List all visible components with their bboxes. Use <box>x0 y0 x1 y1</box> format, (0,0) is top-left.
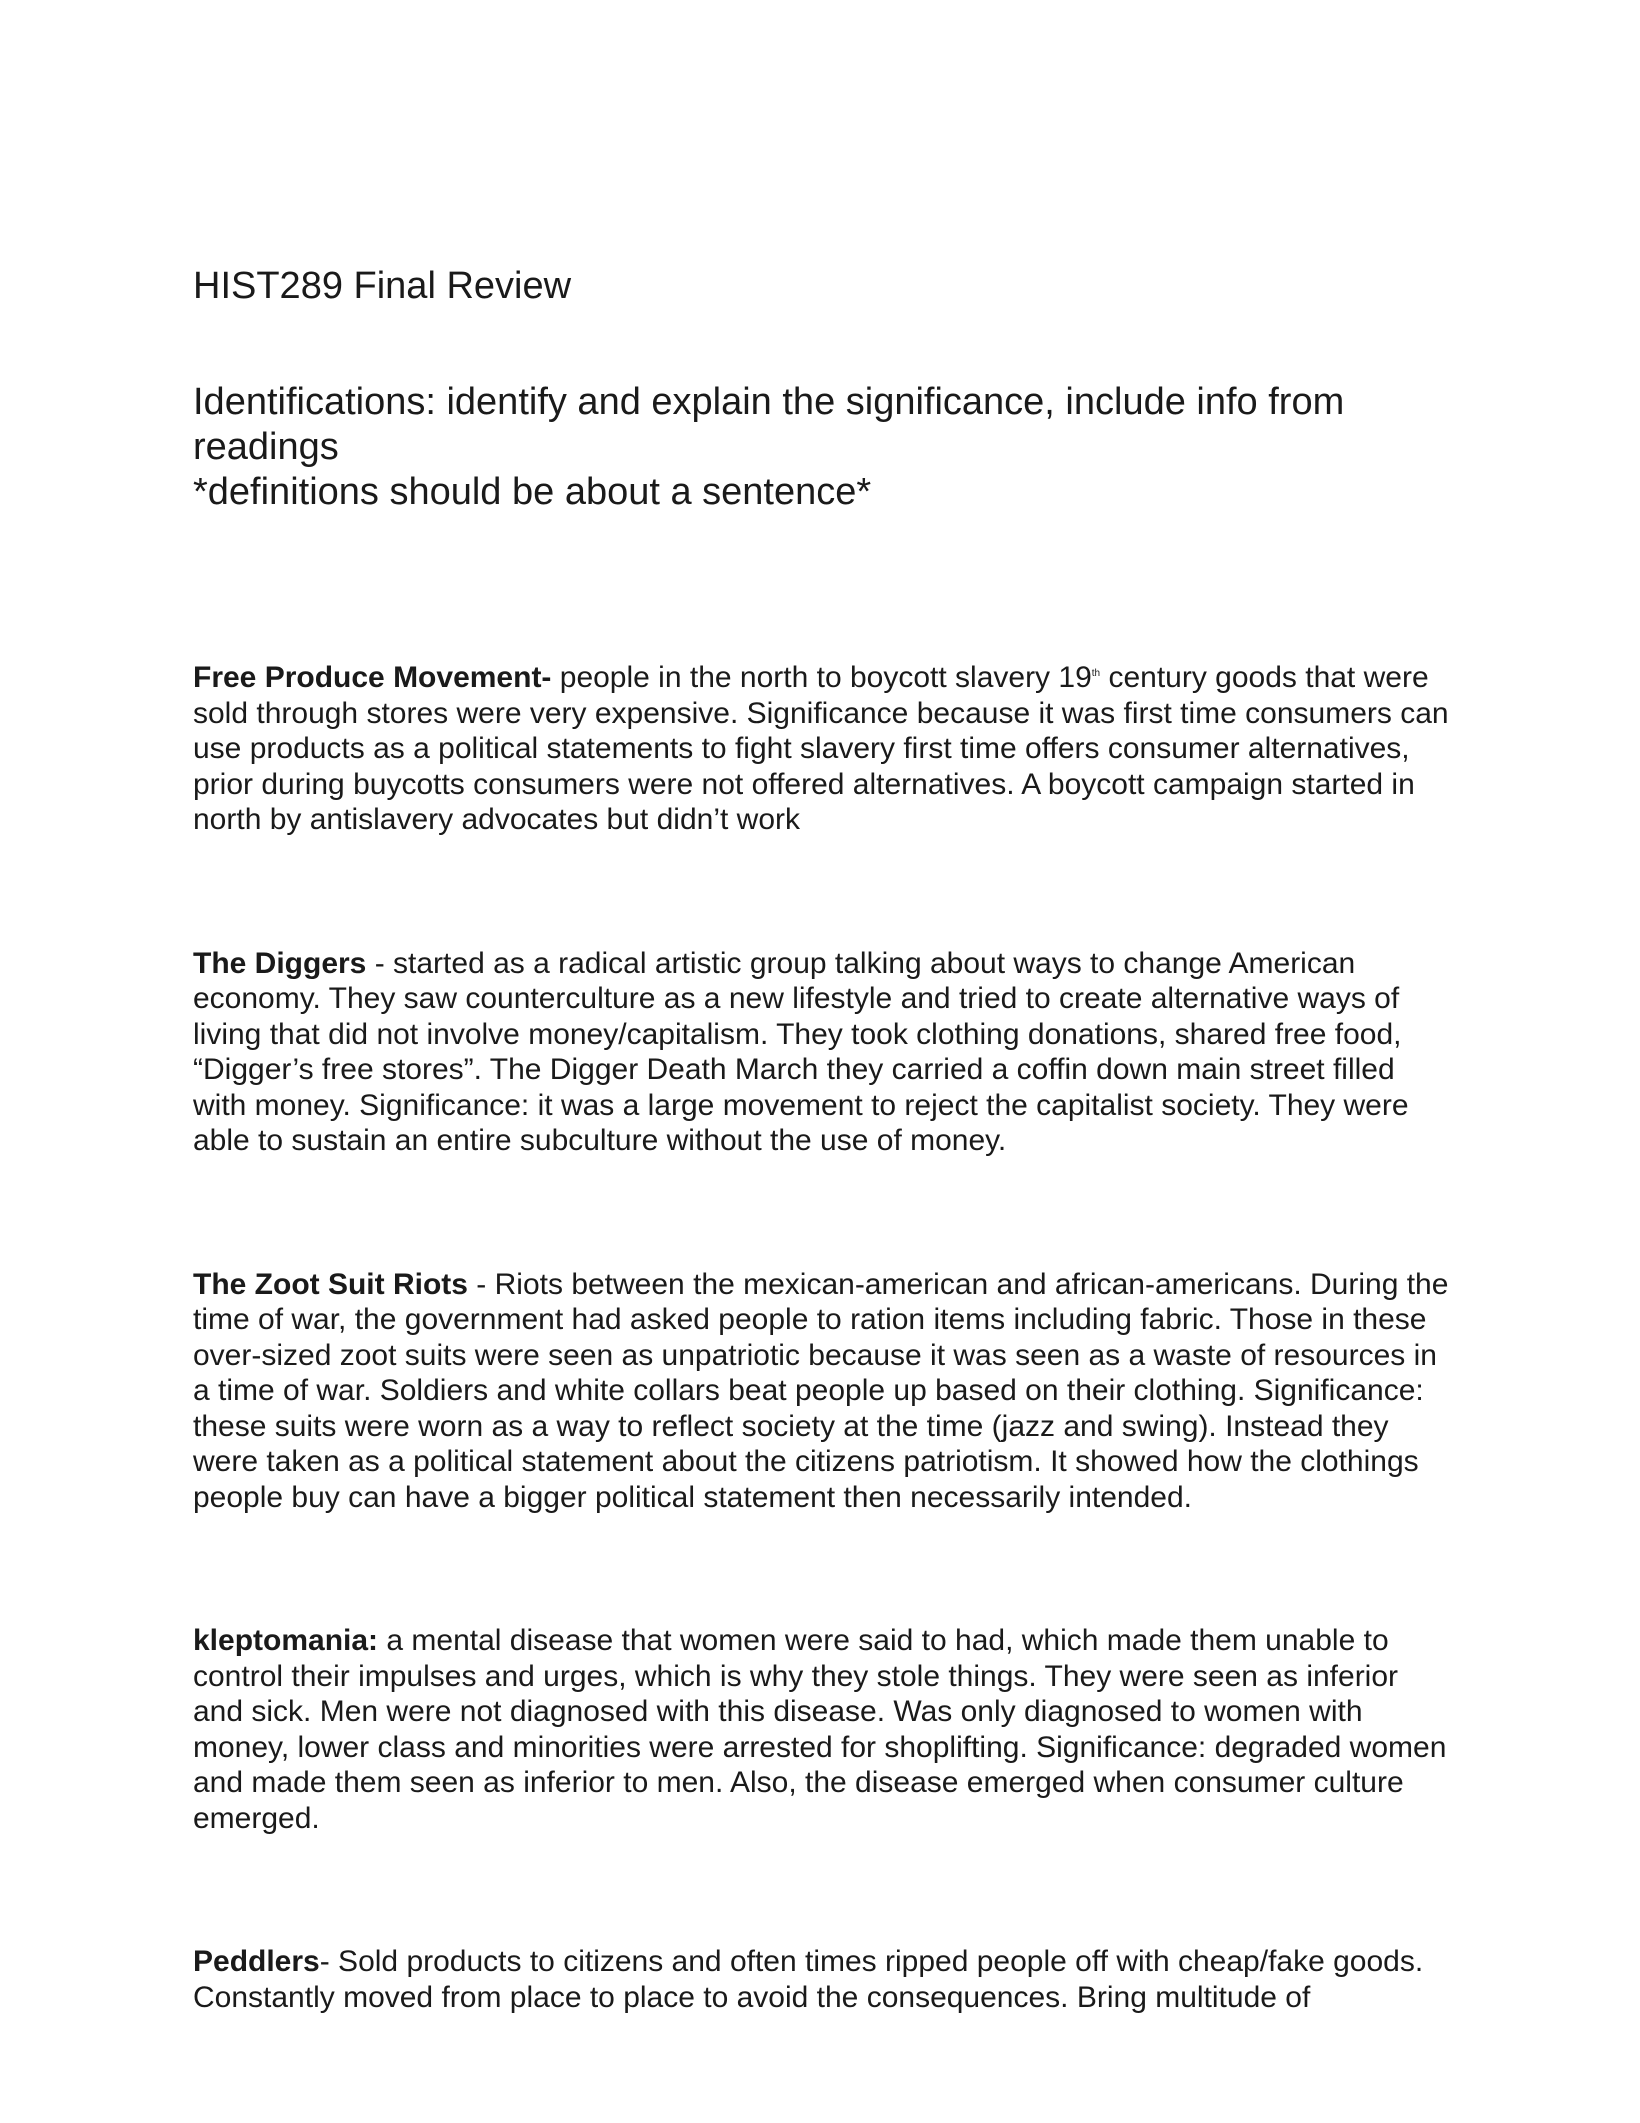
entry-definition: - started as a radical artistic group talking about ways to change American economy. They saw counterculture as a new lifestyle and tried to create alternative ways of living that did not involve money/capitalism. They took clothing donations, shared free food, “Digger’s free stores”. The Digger Death March they carried a coffin down main street filled with money. Significance: it was a large movement to reject the capitalist society. They were able to sustain an entire subculture without the use of money. <box>193 946 1409 1157</box>
entry-definition: - Riots between the mexican-american and african-americans. During the time of war, the government had asked people to ration items including fabric. Those in these over-sized zoot suits were seen as unpatriotic because it was seen as a waste of resources in a time of war. Soldiers and white collars beat people up based on their clothing. Significance: these suits were worn as a way to reflect society at the time (jazz and swing). Instead they were taken as a political statement about the citizens patriotism. It showed how the clothings people buy can have a bigger political statement then necessarily intended. <box>193 1267 1449 1514</box>
entry-term: kleptomania: <box>193 1624 379 1657</box>
entry-term: The Zoot Suit Riots <box>193 1267 468 1301</box>
entry-free-produce-movement <box>193 660 1453 838</box>
entry-definition: - Sold products to citizens and often times ripped people off with cheap/fake goods. Constantly moved from place to place to avoid the consequences. Bring multitude of <box>193 1945 1424 2014</box>
entry-kleptomania <box>193 1623 1453 1836</box>
entry-term: Free Produce Movement- <box>193 661 552 694</box>
instructions-note: *definitions should be about a sentence* <box>193 471 872 513</box>
entry-peddlers <box>193 1944 1453 2015</box>
entry-definition: century goods that were sold through stores were very expensive. Significance because it was first time consumers can use products as a political statements to fight slavery first time offers consumer alternatives, prior during buycotts consumers were not offered alternatives. A boycott campaign started in north by antislavery advocates but didn’t work <box>193 661 1449 836</box>
entry-the-diggers <box>193 946 1453 1159</box>
identification-list <box>193 660 1453 2123</box>
entry-term: The Diggers <box>193 946 367 980</box>
entry-definition-start: people in the north to boycott slavery 19 <box>551 661 1092 694</box>
superscript-th: th <box>1091 668 1101 679</box>
document-title: HIST289 Final Review <box>193 265 572 307</box>
entry-term: Peddlers <box>193 1945 320 1978</box>
instructions <box>193 380 1453 515</box>
entry-definition: a mental disease that women were said to had, which made them unable to control their impulses and urges, which is why they stole things. They were seen as inferior and sick. Men were not diagnosed with this disease. Was only diagnosed to women with money, lower class and minorities were arrested for shoplifting. Significance: degraded women and made them seen as inferior to men. Also, the disease emerged when consumer culture emerged. <box>193 1624 1447 1835</box>
entry-zoot-suit-riots <box>193 1267 1453 1516</box>
instructions-line: Identifications: identify and explain the significance, include info from readings <box>193 381 1345 468</box>
